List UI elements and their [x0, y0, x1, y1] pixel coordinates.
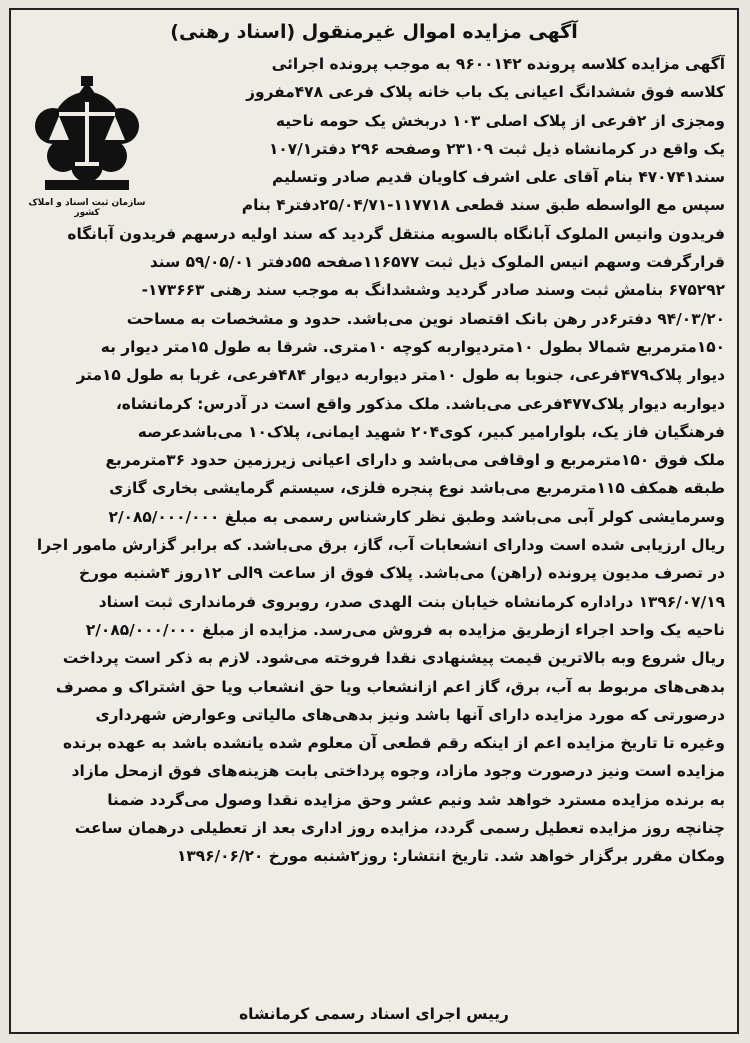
notice-line: سپس مع الواسطه طبق سند قطعی ۱۱۷۷۱۸-۲۵/۰۴/۷۱دفتر۴ بنام [241, 196, 725, 215]
notice-line: وسرمایشی کولر آبی می‌باشد وطبق نظر کارشناس رسمی به مبلغ ۲/۰۸۵/۰۰۰/۰۰۰ [108, 507, 725, 526]
notice-line: در تصرف مدیون پرونده (راهن) می‌باشد. پلاک فوق از ساعت ۹الی ۱۲روز ۴شنبه مورخ [79, 564, 725, 583]
logo-caption: سازمان ثبت اسناد و املاک کشور [28, 198, 146, 218]
notice-line: فرهنگیان فاز یک، بلوارامیر کبیر، کوی۲۰۴ شهید ایمانی، پلاک۱۰ می‌باشدعرصه [137, 422, 725, 441]
notice-line: طبقه همکف ۱۱۵مترمربع می‌باشد نوع پنجره فلزی، سیستم گرمایشی بخاری گازی [109, 479, 725, 498]
notice-line: بدهی‌های مربوط به آب، برق، گاز اعم ازانشعاب ویا حق انشعاب ویا حق اشتراک و مصرف [55, 677, 725, 696]
notice-line: وغیره تا تاریخ مزایده اعم از اینکه رقم قطعی آن معلوم شده یانشده باشد به عهده برنده [62, 734, 725, 753]
notice-line: مزایده است ونیز درصورت وجود مازاد، وجوه پرداختی بابت هزینه‌های فوق ازمحل مازاد [71, 762, 725, 781]
notice-line: ۱۳۹۶/۰۷/۱۹ دراداره کرمانشاه خیابان بنت الهدی صدر، روبروی فرمانداری ثبت اسناد [98, 592, 725, 611]
notice-line: آگهی مزایده کلاسه پرونده ۹۶۰۰۱۴۲ به موجب پرونده اجرائی [271, 55, 725, 73]
notice-line: چنانچه روز مزایده تعطیل رسمی گردد، مزایده روز اداری بعد از تعطیلی درهمان ساعت [74, 819, 725, 838]
notice-line: به برنده مزایده مسترد خواهد شد ونیم عشر وحق مزایده نقدا وصول می‌گردد ضمنا [107, 790, 725, 809]
notice-line: ومجزی از ۲فرعی از پلاک اصلی ۱۰۳ دربخش یک حومه ناحیه [275, 111, 725, 130]
notice-line: ناحیه یک واحد اجراء ازطریق مزایده به فروش می‌رسد. مزایده از مبلغ ۲/۰۸۵/۰۰۰/۰۰۰ [85, 620, 725, 639]
notice-line: ریال ارزیابی شده است ودارای انشعابات آب، گاز، برق می‌باشد. که برابر گزارش مامور اجرا [36, 536, 725, 555]
notice-line: ریال شروع وبه بالاترین قیمت پیشنهادی نقدا فروخته می‌شود. لازم به ذکر است پرداخت [62, 649, 725, 668]
notice-line: دیوار پلاک۴۷۹فرعی، جنوبا به طول ۱۰متر دیواربه دیوار ۴۸۴فرعی، غربا به طول ۱۵متر [76, 366, 725, 385]
signature-line: رییس اجرای اسناد رسمی کرمانشاه [239, 1005, 509, 1023]
auction-notice [9, 8, 739, 1034]
notice-title: آگهی مزایده اموال غیرمنقول (اسناد رهنی) [170, 21, 578, 43]
notice-line: کلاسه فوق ششدانگ اعیانی یک باب خانه پلاک فرعی ۴۷۸مفروز [246, 83, 725, 102]
notice-line: ومکان مقرر برگزار خواهد شد. تاریخ انتشار: روز۲شنبه مورخ ۱۳۹۶/۰۶/۲۰ [176, 847, 725, 866]
notice-line: ۹۴/۰۳/۲۰ دفتر۶در رهن بانک اقتصاد نوین می‌باشد. حدود و مشخصات به مساحت [126, 309, 725, 328]
notice-line: سند۴۷۰۷۴۱ بنام آقای علی اشرف کاویان قدیم صادر وتسلیم [272, 168, 725, 187]
notice-line: یک واقع در کرمانشاه ذیل ثبت ۲۳۱۰۹ وصفحه ۲۹۶ دفتر۱۰۷/۱ [268, 139, 725, 158]
notice-line: درصورتی که مورد مزایده دارای آنها باشد ونیز بدهی‌های مالیاتی وعوارض شهرداری [95, 705, 725, 724]
notice-line: قرارگرفت وسهم انیس الملوک ذیل ثبت ۱۱۶۵۷۷صفحه ۵۵دفتر ۵۹/۰۵/۰۱ سند [149, 253, 725, 272]
notice-body [25, 50, 725, 871]
notice-line: دیواربه دیوار پلاک۴۷۷فرعی می‌باشد. ملک مذکور واقع است در آدرس: کرمانشاه، [115, 394, 725, 413]
notice-line: فریدون وانیس الملوک آبانگاه بالسویه منتقل گردید که سند اولیه درسهم فریدون آبانگاه [67, 224, 725, 243]
notice-line: ۶۷۵۲۹۲ بنامش ثبت وسند صادر گردید وششدانگ به موجب سند رهنی ۱۷۳۶۶۳- [141, 281, 725, 300]
notice-line: ۱۵۰مترمربع شمالا بطول ۱۰متردیواربه کوچه ۱۰متری. شرقا به طول ۱۵متر دیوار به [100, 337, 725, 356]
notice-line: ملک فوق ۱۵۰مترمربع و اوقافی می‌باشد و دارای اعیانی زیرزمین حدود ۳۶مترمربع [105, 451, 725, 470]
